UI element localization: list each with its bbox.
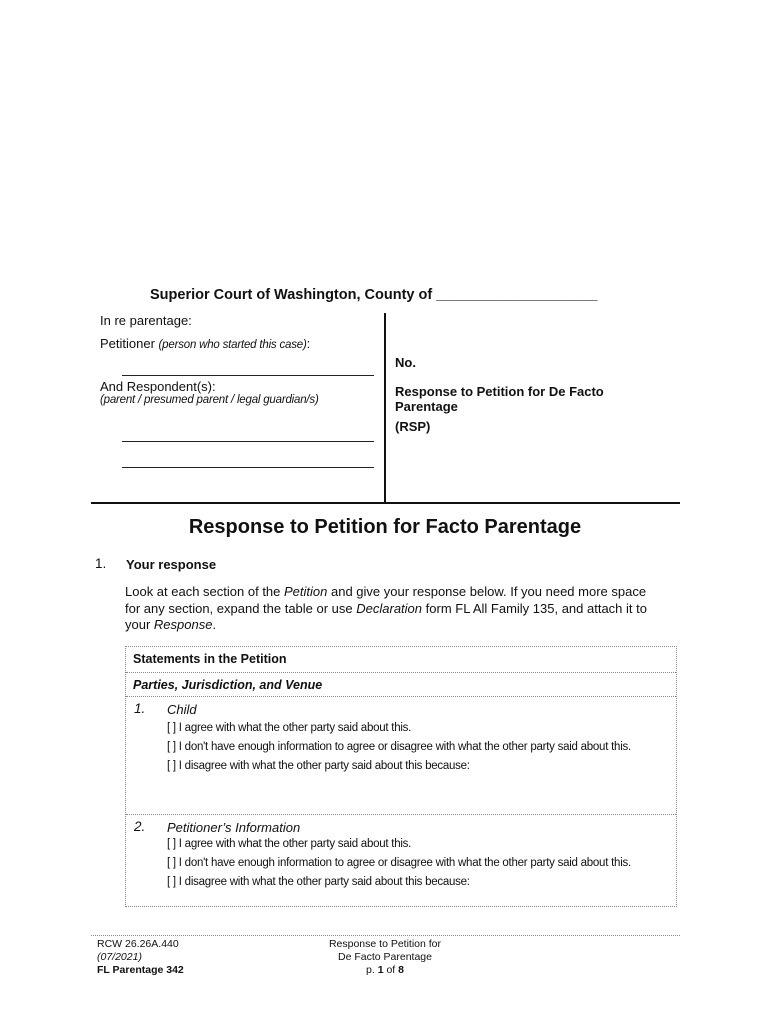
doc-title-line1: Response to Petition for De Facto <box>395 384 604 399</box>
item-number: 1. <box>134 701 146 716</box>
footer-center <box>310 938 460 977</box>
footer-title-line2: De Facto Parentage <box>338 951 432 963</box>
item-number: 2. <box>134 819 146 834</box>
item-title: Petitioner’s Information <box>167 820 301 835</box>
petitioner-note: (person who started this case) <box>158 339 307 351</box>
page-prefix: p. <box>366 964 378 976</box>
respondent-label: And Respondent(s): <box>100 379 216 394</box>
page-title: Response to Petition for Facto Parentage <box>188 516 582 538</box>
footer-rcw: RCW 26.26A.440 <box>97 938 179 950</box>
footer-divider <box>91 935 680 936</box>
intro-text-3: form FL All Family 135, and attach it to your <box>125 600 647 632</box>
intro-petition: Petition <box>284 584 328 599</box>
case-number-label: No. <box>395 355 416 370</box>
section-intro <box>125 584 655 634</box>
page-number <box>310 964 460 977</box>
case-info <box>395 355 645 434</box>
option-disagree[interactable]: [ ] I disagree with what the other party said about this because: <box>167 760 470 772</box>
option-agree[interactable]: [ ] I agree with what the other party said about this. <box>167 722 412 734</box>
footer-date: (07/2021) <box>97 951 142 963</box>
response-table <box>125 646 677 907</box>
doc-code: (RSP) <box>395 419 431 434</box>
footer-form-id: FL Parentage 342 <box>97 964 184 976</box>
caption-divider-vertical <box>384 313 386 503</box>
table-row <box>126 697 676 815</box>
option-no-info[interactable]: [ ] I don't have enough information to agree or disagree with what the other party said about this. <box>167 857 631 869</box>
footer-left <box>97 938 184 977</box>
table-subheader: Parties, Jurisdiction, and Venue <box>126 673 676 697</box>
respondent-note: (parent / presumed parent / legal guardian/s) <box>100 394 319 406</box>
in-re-label: In re parentage: <box>100 313 192 328</box>
intro-declaration: Declaration <box>356 600 423 616</box>
page-current: 1 <box>377 964 384 976</box>
petitioner-line <box>100 336 380 351</box>
page-total: 8 <box>398 964 404 976</box>
petitioner-label: Petitioner <box>100 336 155 351</box>
option-no-info[interactable]: [ ] I don't have enough information to agree or disagree with what the other party said about this. <box>167 741 631 753</box>
table-header: Statements in the Petition <box>126 647 676 673</box>
page-of: of <box>383 964 399 976</box>
intro-response: Response <box>153 617 213 632</box>
option-agree[interactable]: [ ] I agree with what the other party said about this. <box>167 838 412 850</box>
doc-title-line2: Parentage <box>395 399 458 414</box>
section-number: 1. <box>95 556 107 571</box>
section-title: Your response <box>126 557 217 572</box>
respondent-name-field-1[interactable] <box>122 441 374 442</box>
court-title: Superior Court of Washington, County of ____________________ <box>150 287 598 303</box>
item-title: Child <box>167 702 197 717</box>
option-disagree[interactable]: [ ] I disagree with what the other party said about this because: <box>167 876 470 888</box>
footer-title-line1: Response to Petition for <box>328 938 442 950</box>
table-row <box>126 815 676 906</box>
petitioner-name-field[interactable] <box>122 375 374 376</box>
caption-parties <box>100 313 380 406</box>
caption-divider-horizontal <box>91 502 680 504</box>
respondent-name-field-2[interactable] <box>122 467 374 468</box>
intro-text-2: and give your response below. If you need more space for any section, expand the table or use <box>125 584 647 616</box>
petitioner-colon: : <box>306 336 311 351</box>
intro-text-1: Look at each section of the <box>125 584 284 599</box>
intro-end: . <box>212 617 217 632</box>
